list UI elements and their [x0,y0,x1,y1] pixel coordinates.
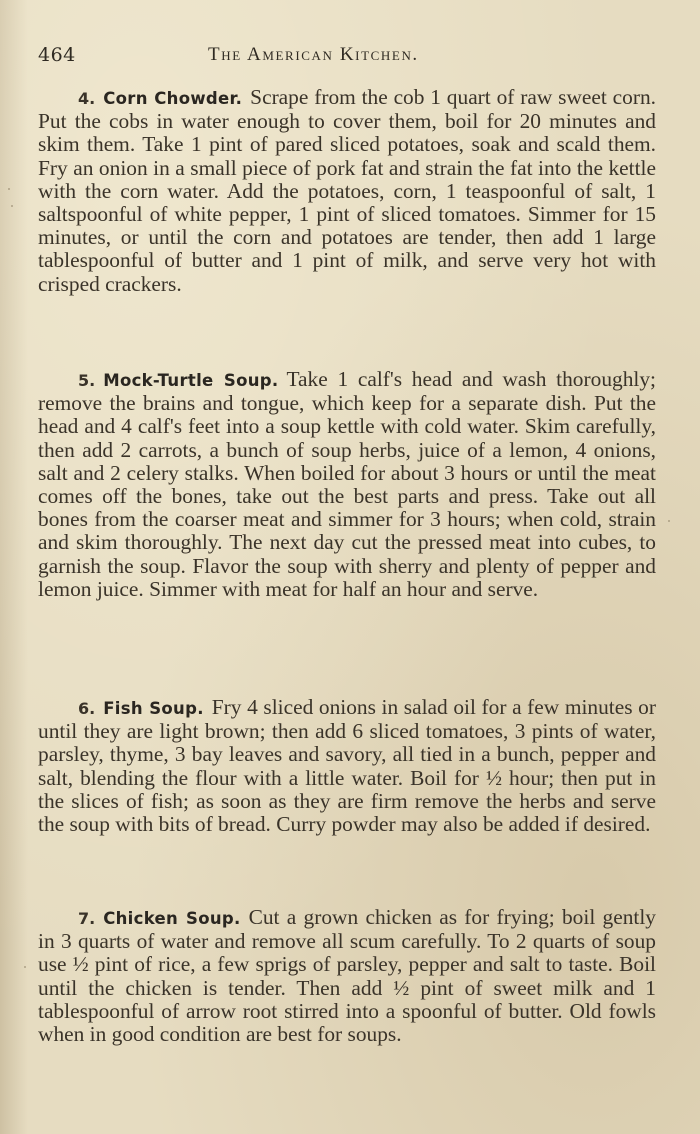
recipe-mock-turtle-soup [38,368,656,601]
recipe-chicken-soup [38,906,656,1046]
paper-speck [668,520,670,522]
recipe-title: Mock-Turtle Soup. [103,371,279,390]
recipe-text: Cut a grown chicken as for frying; boil gently in 3 quarts of water and remove all scum carefully. To 2 quarts of soup use ½ pint of rice, a few sprigs of parsley, pepper and salt to taste. Boil until the chicken is tender. Then add ½ pint of sweet milk and 1 tablespoonful of arrow root stirred into a spoonful of butter. Old fowls when in good condition are best for soups. [38,905,656,1047]
recipe-number: 4. [78,89,96,108]
running-head [38,40,658,70]
recipe-number: 7. [78,909,96,928]
recipe-text: Take 1 calf's head and wash thoroughly; remove the brains and tongue, which keep for a separate dish. Put the head and 4 calf's feet into a soup kettle with cold water. Skim carefully, then add 2 carrots, a bunch of soup herbs, juice of a lemon, 4 onions, salt and 2 celery stalks. When boiled for about 3 hours or until the meat comes off the bones, take out the best parts and press. Take out all bones from the coarser meat and simmer for 3 hours; when cold, strain and skim thoroughly. The next day cut the pressed meat into cubes, to garnish the soup. Flavor the soup with sherry and plenty of pepper and lemon juice. Simmer with meat for half an hour and serve. [38,367,656,601]
paper-speck [11,205,13,207]
recipe-fish-soup [38,696,656,836]
recipe-title: Corn Chowder. [103,89,243,108]
paper-speck [24,966,26,968]
recipe-number: 6. [78,699,96,718]
page-number: 464 [38,44,76,66]
recipe-number: 5. [78,371,96,390]
recipe-title: Chicken Soup. [103,909,241,928]
recipe-title: Fish Soup. [103,699,204,718]
recipe-text: Fry 4 sliced onions in salad oil for a few minutes or until they are light brown; then add 6 sliced tomatoes, 3 pints of water, parsley, thyme, 3 bay leaves and savory, all tied in a bunch, pepper and salt, blending the flour with a little water. Boil for ½ hour; then put in the slices of fish; as soon as they are firm remove the herbs and serve the soup with bits of bread. Curry powder may also be added if desired. [38,695,656,837]
running-title: The American Kitchen. [208,44,419,65]
recipe-text: Scrape from the cob 1 quart of raw sweet corn. Put the cobs in water enough to cover them, boil for 20 minutes and skim them. Take 1 pint of pared sliced potatoes, soak and scald them. Fry an onion in a small piece of pork fat and strain the fat into the kettle with the corn water. Add the potatoes, corn, 1 teaspoonful of salt, 1 saltspoonful of white pepper, 1 pint of sliced tomatoes. Simmer for 15 minutes, or until the corn and potatoes are tender, then add 1 large tablespoonful of butter and 1 pint of milk, and serve very hot with crisped crackers. [38,85,657,296]
recipe-corn-chowder [38,86,656,296]
paper-speck [8,188,10,190]
